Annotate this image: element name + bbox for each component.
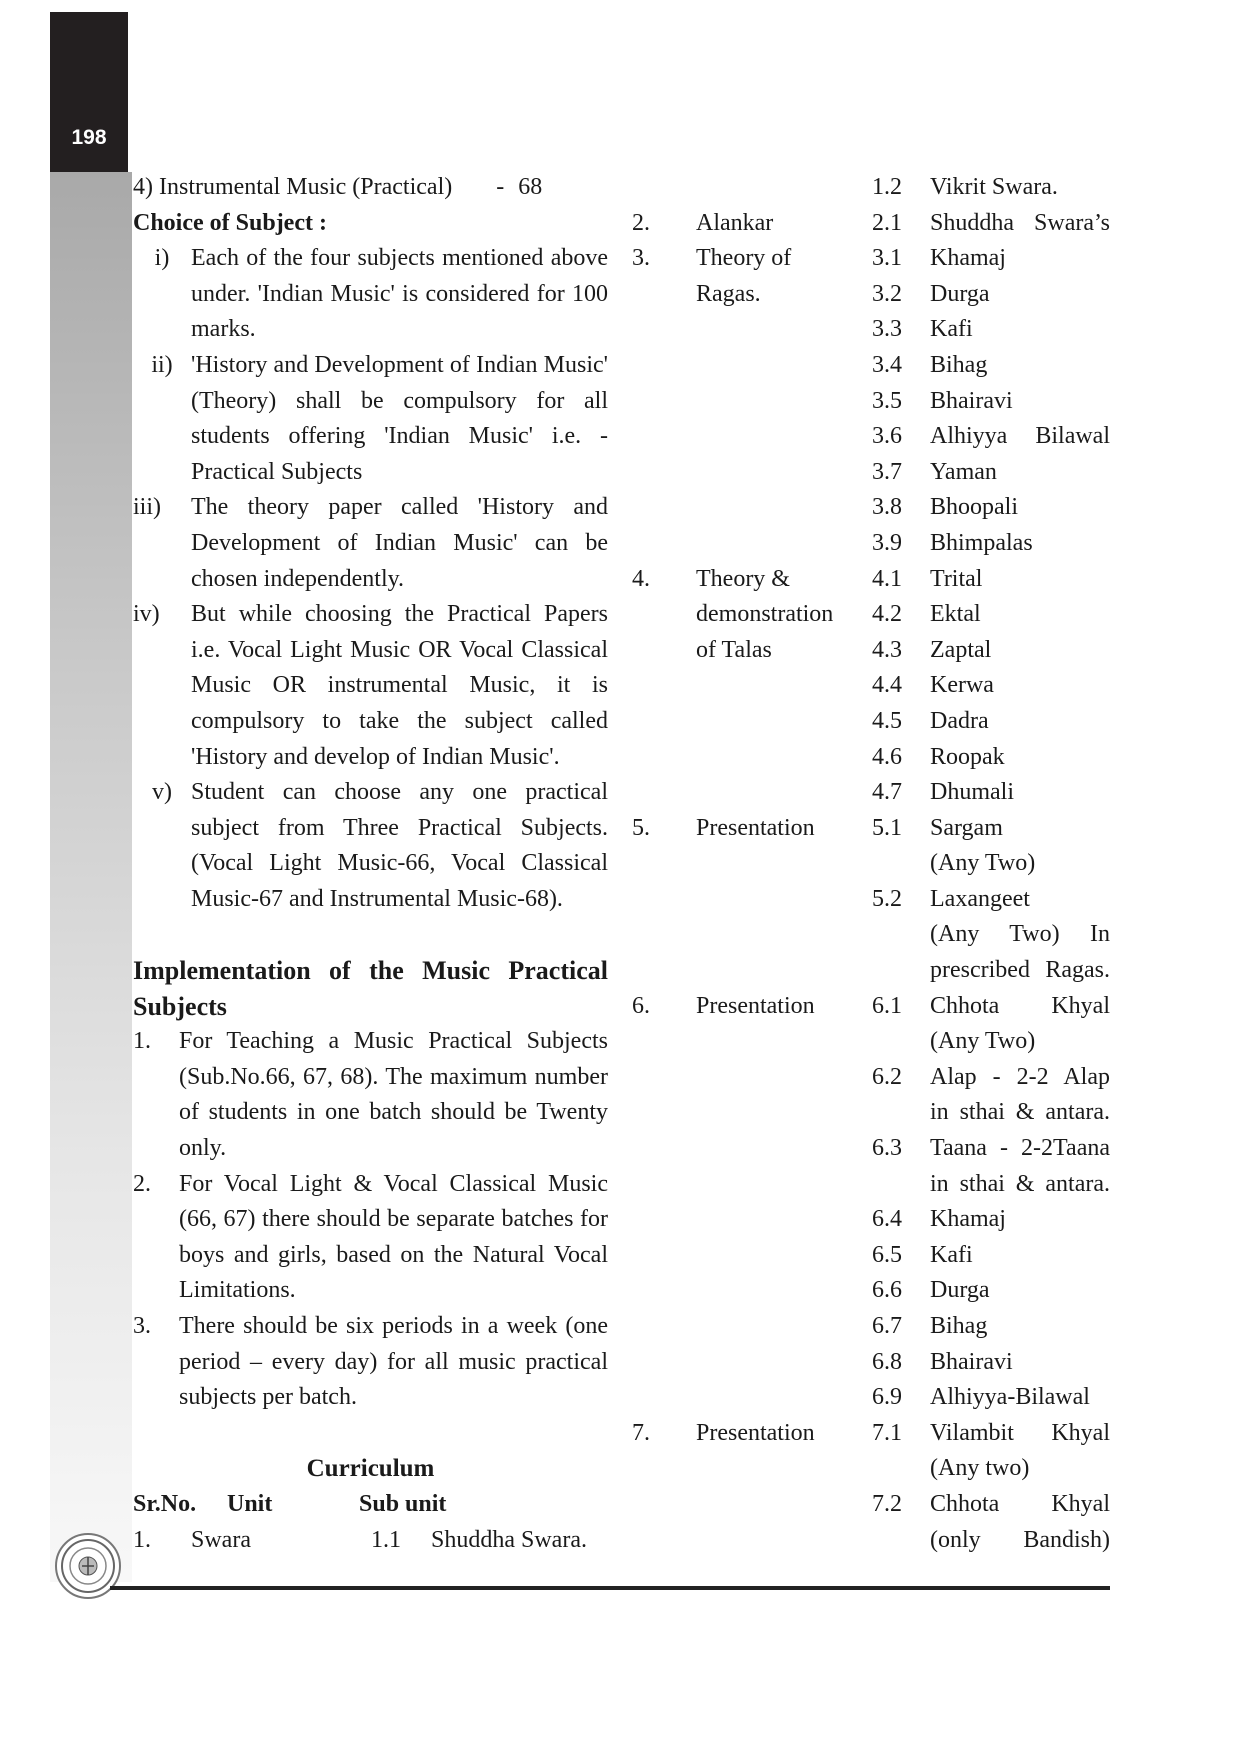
table-row [632, 597, 1112, 633]
table-row [632, 1487, 1112, 1523]
table-row [632, 1380, 1112, 1416]
row-subunit-number: 6.2 [872, 1063, 902, 1090]
row-subunit-number: 7.1 [872, 1419, 902, 1446]
row-subunit: Alhiyya-Bilawal [930, 1384, 1090, 1411]
table-row [632, 1060, 1112, 1096]
header-srno: Sr.No. [133, 1490, 197, 1517]
table-row [632, 1451, 1112, 1487]
table-row [632, 455, 1112, 491]
row-subunit: Chhota Khyal [930, 1490, 1110, 1517]
choice-item [133, 348, 608, 490]
item-text: Each of the four subjects mentioned above under. 'Indian Music' is considered for 100 marks. [191, 245, 608, 343]
table-row [632, 419, 1112, 455]
item-text: 'History and Development of Indian Music' (Theory) shall be compulsory for all students offering 'Indian Music' i.e. - Practical Subjects [191, 351, 608, 485]
table-row [632, 882, 1112, 918]
row-subunit: Trital [930, 565, 983, 592]
table-row [632, 775, 1112, 811]
table-row [632, 1416, 1112, 1452]
row-subunit-number: 3.2 [872, 280, 902, 307]
row-subunit: Dadra [930, 707, 989, 734]
row-subunit: Vilambit Khyal [930, 1419, 1110, 1446]
table-row [632, 953, 1112, 989]
table-row [632, 206, 1112, 242]
row-subunit-number: 6.6 [872, 1277, 902, 1304]
page-number: 198 [71, 126, 107, 149]
choice-item [133, 597, 608, 775]
row-subunit: Durga [930, 280, 990, 307]
row-subunit: Chhota Khyal [930, 992, 1110, 1019]
row-subunit: Bihag [930, 351, 988, 378]
table-header [133, 1487, 608, 1523]
row-subunit: Bhimpalas [930, 529, 1033, 556]
choice-heading: Choice of Subject : [133, 209, 327, 236]
row-subunit: Laxangeet [930, 885, 1030, 912]
implementation-heading-line1: Implementation of the Music Practical [133, 956, 608, 986]
row-subunit-number: 1.1 [371, 1526, 401, 1553]
row-subunit: Dhumali [930, 779, 1014, 806]
item-number: iii) [133, 494, 161, 521]
row-subunit: Shuddha Swara’s [930, 209, 1110, 236]
table-row [632, 241, 1112, 277]
item-number: v) [152, 779, 172, 806]
row-unit: Swara [191, 1526, 251, 1553]
row-subunit-number: 5.2 [872, 885, 902, 912]
table-row [632, 1238, 1112, 1274]
table-row [632, 989, 1112, 1025]
row-number: 5. [632, 814, 650, 841]
table-row [632, 490, 1112, 526]
row-subunit: Taana - 2-2Taana [930, 1135, 1110, 1162]
row-subunit: Yaman [930, 458, 997, 485]
row-subunit: Bhairavi [930, 1348, 1013, 1375]
implementation-heading [133, 953, 608, 1024]
table-row [632, 668, 1112, 704]
row-subunit-number: 4.1 [872, 565, 902, 592]
row-unit: Theory of [696, 245, 792, 272]
row-subunit: Durga [930, 1277, 990, 1304]
table-row [632, 312, 1112, 348]
row-subunit: in sthai & antara. [930, 1170, 1110, 1197]
row-subunit: Kafi [930, 1241, 973, 1268]
item-number: 3. [133, 1313, 151, 1339]
item-text: The theory paper called 'History and Development of Indian Music' can be chosen independently. [191, 494, 608, 592]
row-unit: Presentation [696, 992, 815, 1019]
row-subunit-number: 6.3 [872, 1135, 902, 1162]
row-number: 7. [632, 1419, 650, 1446]
row-subunit-number: 6.4 [872, 1206, 902, 1233]
row-subunit-number: 3.7 [872, 458, 902, 485]
item-text: There should be six periods in a week (one period – every day) for all music practical subjects per batch. [179, 1313, 608, 1411]
row-subunit-number: 6.5 [872, 1241, 902, 1268]
row-subunit-number: 3.1 [872, 245, 902, 272]
table-row [632, 1167, 1112, 1203]
row-subunit-number: 4.2 [872, 601, 902, 628]
item-text: Student can choose any one practical subject from Three Practical Subjects. (Vocal Light Music-66, Vocal Classical Music-67 and Instrumental Music-68). [191, 779, 608, 912]
row-subunit: Ektal [930, 601, 981, 628]
row-subunit: (only Bandish) [930, 1526, 1110, 1553]
spacer [133, 1416, 608, 1452]
row-number: 6. [632, 992, 650, 1019]
intro-separator: - [496, 174, 505, 200]
row-subunit: Alap - 2-2 Alap [930, 1063, 1110, 1090]
intro-label: 4) Instrumental Music (Practical) [133, 174, 453, 200]
row-subunit: Roopak [930, 743, 1005, 770]
row-subunit: (Any Two) [930, 850, 1036, 877]
item-number: 2. [133, 1170, 151, 1197]
row-unit: of Talas [696, 636, 772, 663]
row-subunit-number: 4.4 [872, 672, 902, 699]
row-subunit-number: 6.1 [872, 992, 902, 1019]
row-subunit: (Any Two) [930, 1028, 1036, 1055]
row-subunit: prescribed Ragas. [930, 957, 1110, 984]
row-subunit-number: 7.2 [872, 1490, 902, 1517]
table-row [632, 1523, 1112, 1559]
row-subunit-number: 3.8 [872, 494, 902, 521]
curriculum-table [632, 170, 1112, 1558]
row-subunit-number: 6.9 [872, 1384, 902, 1411]
left-column [133, 170, 608, 1558]
table-row [632, 170, 1112, 206]
table-row [632, 1202, 1112, 1238]
row-unit: demonstration [696, 601, 834, 628]
row-subunit: Bhoopali [930, 494, 1018, 521]
row-subunit: Bihag [930, 1313, 988, 1339]
item-number: iv) [133, 601, 160, 628]
row-subunit-number: 1.2 [872, 174, 902, 200]
implementation-item [133, 1167, 608, 1309]
row-number: 1. [133, 1526, 151, 1553]
table-row [632, 633, 1112, 669]
spacer [133, 917, 608, 953]
table-row [632, 526, 1112, 562]
row-subunit-number: 2.1 [872, 209, 902, 236]
row-subunit-number: 4.3 [872, 636, 902, 663]
row-subunit: Sargam [930, 814, 1003, 841]
row-subunit-number: 4.5 [872, 707, 902, 734]
table-row [632, 917, 1112, 953]
choice-item [133, 490, 608, 597]
row-subunit: (Any two) [930, 1455, 1030, 1482]
item-number: 1. [133, 1028, 151, 1055]
item-number: i) [154, 245, 170, 272]
row-subunit-number: 3.5 [872, 387, 902, 414]
choice-item [133, 241, 608, 348]
intro-code: 68 [518, 174, 543, 200]
table-row [133, 1523, 608, 1559]
table-row [632, 562, 1112, 598]
row-subunit-number: 3.6 [872, 423, 902, 450]
page-number-tab [50, 12, 128, 172]
implementation-heading-line2: Subjects [133, 991, 227, 1021]
row-number: 4. [632, 565, 650, 592]
row-subunit: Khamaj [930, 1206, 1006, 1233]
curriculum-title: Curriculum [306, 1455, 435, 1483]
row-subunit-number: 6.8 [872, 1348, 902, 1375]
row-subunit-number: 4.6 [872, 743, 902, 770]
side-gradient-band [50, 172, 132, 1582]
row-unit: Presentation [696, 814, 815, 841]
implementation-item [133, 1024, 608, 1166]
row-subunit: Bhairavi [930, 387, 1013, 414]
table-row [632, 846, 1112, 882]
table-row [632, 1345, 1112, 1381]
row-subunit-number: 5.1 [872, 814, 902, 841]
table-row [632, 1095, 1112, 1131]
row-subunit: Alhiyya Bilawal [930, 423, 1110, 450]
row-subunit: Zaptal [930, 636, 992, 663]
row-number: 2. [632, 209, 650, 236]
item-text: But while choosing the Practical Papers i.e. Vocal Light Music OR Vocal Classical Music OR instrumental Music, it is compulsory to take the subject called 'History and develop of Indian Music'. [191, 601, 608, 770]
row-subunit-number: 3.4 [872, 351, 902, 378]
intro-line [133, 170, 608, 206]
item-text: For Vocal Light & Vocal Classical Music (66, 67) there should be separate batches for boys and girls, based on the Natural Vocal Limitations. [179, 1170, 608, 1304]
row-unit: Alankar [696, 209, 774, 236]
table-row [632, 1273, 1112, 1309]
row-unit: Presentation [696, 1419, 815, 1446]
table-row [632, 277, 1112, 313]
table-row [632, 1131, 1112, 1167]
row-subunit-number: 3.9 [872, 529, 902, 556]
row-subunit: Vikrit Swara. [930, 174, 1058, 200]
table-row [632, 1309, 1112, 1345]
item-number: ii) [151, 351, 173, 378]
table-row [632, 384, 1112, 420]
row-subunit-number: 4.7 [872, 779, 902, 806]
row-unit: Ragas. [696, 280, 761, 307]
header-unit: Unit [227, 1490, 273, 1517]
table-row [632, 811, 1112, 847]
choice-item [133, 775, 608, 917]
row-subunit: Shuddha Swara. [431, 1526, 587, 1553]
implementation-item [133, 1309, 608, 1416]
row-unit: Theory & [696, 565, 790, 592]
row-subunit: in sthai & antara. [930, 1099, 1110, 1126]
row-subunit-number: 6.7 [872, 1313, 902, 1339]
table-row [632, 704, 1112, 740]
row-subunit-number: 3.3 [872, 316, 902, 343]
row-subunit: Kerwa [930, 672, 994, 699]
row-subunit: Khamaj [930, 245, 1006, 272]
table-row [632, 1024, 1112, 1060]
row-subunit: (Any Two) In [930, 921, 1110, 948]
table-row [632, 348, 1112, 384]
header-subunit: Sub unit [359, 1490, 447, 1517]
footer-rule [110, 1586, 1110, 1590]
row-number: 3. [632, 245, 650, 272]
table-row [632, 740, 1112, 776]
item-text: For Teaching a Music Practical Subjects (Sub.No.66, 67, 68). The maximum number of students in one batch should be Twenty only. [179, 1028, 608, 1162]
row-subunit: Kafi [930, 316, 973, 343]
